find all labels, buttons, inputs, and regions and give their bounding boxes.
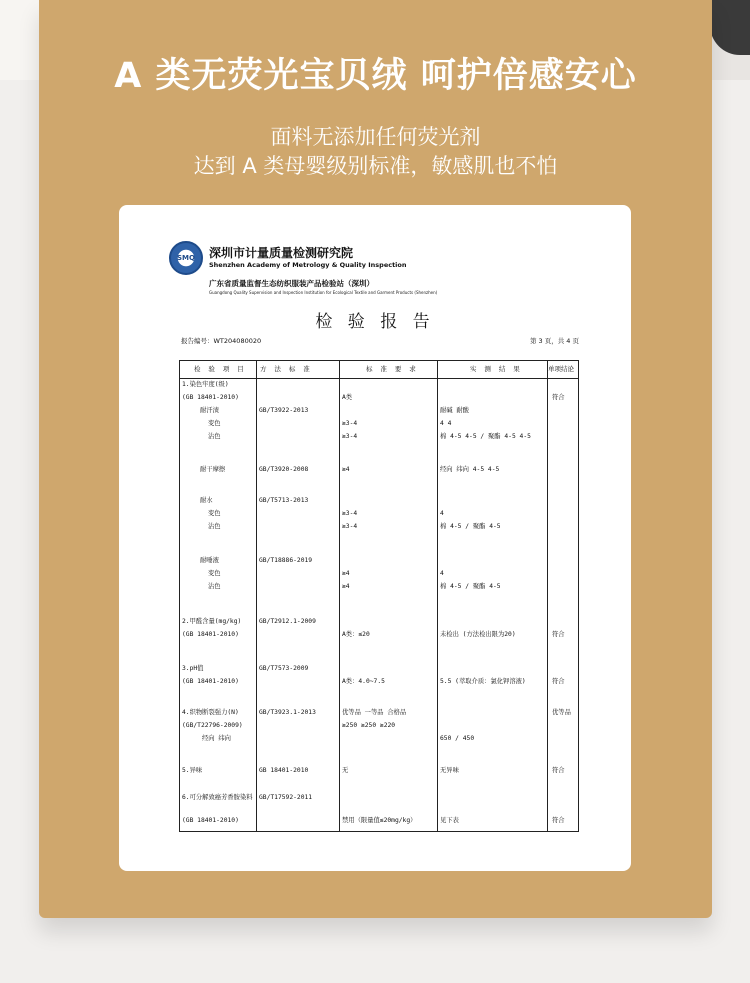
table-cell: 6.可分解致癌芳香胺染料 <box>182 794 253 801</box>
table-cell: ≥4 <box>342 570 350 577</box>
table-cell: GB/T3920-2008 <box>259 466 309 473</box>
table-cell: A类：4.0~7.5 <box>342 678 385 685</box>
table-cell: GB/T3922-2013 <box>259 407 309 414</box>
seal-text: SMQ <box>177 254 195 262</box>
table-cell: 3.pH值 <box>182 665 204 672</box>
table-cell: ≥4 <box>342 583 350 590</box>
table-cell: ≥4 <box>342 466 350 473</box>
table-cell: 符合 <box>552 767 565 774</box>
background-object <box>710 0 750 55</box>
table-cell: 耐唾液 <box>200 557 219 564</box>
subtitle-line-2: 达到 A 类母婴级别标准，敏感肌也不怕 <box>193 154 558 178</box>
background-fabric <box>0 0 40 80</box>
table-cell: 禁用（限量值≤20mg/kg） <box>342 817 417 824</box>
table-cell: 未检出 (方法检出限为20) <box>440 631 516 638</box>
table-cell: GB 18401-2010 <box>259 767 309 774</box>
table-cell: 变色 <box>208 510 221 517</box>
table-cell: GB/T3923.1-2013 <box>259 709 316 716</box>
table-cell: (GB 18401-2010) <box>182 631 239 638</box>
table-cell: 2.甲醛含量(mg/kg) <box>182 618 242 625</box>
table-cell: 1.染色牢度(级) <box>182 381 229 388</box>
table-cell: 变色 <box>208 570 221 577</box>
table-cell: 耐汗渍 <box>200 407 219 414</box>
table-cell: 优等品 一等品 合格品 <box>342 709 407 716</box>
table-cell: 见下表 <box>440 817 459 824</box>
table-cell: 优等品 <box>552 709 571 716</box>
inspection-table <box>179 360 579 832</box>
table-cell: 耐干摩擦 <box>200 466 226 473</box>
table-cell: GB/T18886-2019 <box>259 557 313 564</box>
table-cell: ≥3-4 <box>342 433 358 440</box>
col-divider <box>256 361 257 831</box>
table-cell: 无 <box>342 767 349 774</box>
col-divider <box>437 361 438 831</box>
smq-logo <box>169 241 203 275</box>
table-cell: 4.织物断裂强力(N) <box>182 709 239 716</box>
table-cell: 经向 纬向 4-5 4-5 <box>440 466 500 473</box>
header-result: 实 测 结 果 <box>470 365 522 373</box>
table-cell: ≥3-4 <box>342 420 358 427</box>
col-divider <box>547 361 548 831</box>
subtitle-line-1: 面料无添加任何荧光剂 <box>270 125 481 149</box>
table-cell: 沾色 <box>208 433 221 440</box>
report-title: 检 验 报 告 <box>315 312 435 332</box>
table-cell: 5.异味 <box>182 767 203 774</box>
table-cell: 沾色 <box>208 583 221 590</box>
station-name-cn: 广东省质量监督生态纺织服装产品检验站（深圳） <box>209 279 374 288</box>
table-cell: 4 <box>440 570 444 577</box>
table-cell: ≥3-4 <box>342 523 358 530</box>
table-cell: 符合 <box>552 817 565 824</box>
report-number: 报告编号：WT204080020 <box>181 337 262 345</box>
table-cell: GB/T2912.1-2009 <box>259 618 316 625</box>
table-cell: 沾色 <box>208 523 221 530</box>
table-cell: ≥250 ≥250 ≥220 <box>342 722 396 729</box>
table-cell: 650 / 450 <box>440 735 475 742</box>
table-cell: GB/T7573-2009 <box>259 665 309 672</box>
table-cell: (GB 18401-2010) <box>182 394 239 401</box>
table-cell: A类 <box>342 394 353 401</box>
table-cell: ≥3-4 <box>342 510 358 517</box>
table-cell: 4 <box>440 510 444 517</box>
table-cell: 符合 <box>552 678 565 685</box>
table-cell: GB/T5713-2013 <box>259 497 309 504</box>
org-name-cn: 深圳市计量质量检测研究院 <box>209 246 354 260</box>
table-cell: 变色 <box>208 420 221 427</box>
report-page: 第 3 页，共 4 页 <box>529 337 579 345</box>
table-cell: 符合 <box>552 394 565 401</box>
report-card <box>119 205 631 871</box>
table-cell: A类：≤20 <box>342 631 370 638</box>
table-cell: 耐水 <box>200 497 213 504</box>
table-cell: 棉 4-5 / 聚酯 4-5 <box>440 523 501 530</box>
table-cell: 耐碱 耐酸 <box>440 407 469 414</box>
table-cell: (GB 18401-2010) <box>182 678 239 685</box>
table-cell: 符合 <box>552 631 565 638</box>
headline: A 类无荧光宝贝绒 呵护倍感安心 <box>114 56 637 96</box>
header-conclusion: 单项结论 <box>548 365 574 373</box>
header-requirement: 标 准 要 求 <box>366 365 418 373</box>
table-cell: 无异味 <box>440 767 459 774</box>
header-method: 方 法 标 准 <box>260 365 312 373</box>
table-cell: 棉 4-5 4-5 / 聚酯 4-5 4-5 <box>440 433 531 440</box>
table-cell: 经向 纬向 <box>202 735 231 742</box>
header-item: 检 验 项 目 <box>194 365 246 373</box>
table-cell: (GB 18401-2010) <box>182 817 239 824</box>
header-divider <box>180 378 578 379</box>
org-name-en: Shenzhen Academy of Metrology & Quality Inspection <box>209 261 407 269</box>
content-panel <box>39 0 712 918</box>
table-cell: 5.5 (萃取介质：氯化钾溶液) <box>440 678 526 685</box>
table-cell: GB/T17592-2011 <box>259 794 313 801</box>
station-name-en: Guangdong Quality Supervision and Inspection Institution for Ecological Textile and Garment Products (Shenzhen) <box>209 290 438 295</box>
table-cell: (GB/T22796-2009) <box>182 722 243 729</box>
table-cell: 4 4 <box>440 420 452 427</box>
col-divider <box>339 361 340 831</box>
table-cell: 棉 4-5 / 聚酯 4-5 <box>440 583 501 590</box>
